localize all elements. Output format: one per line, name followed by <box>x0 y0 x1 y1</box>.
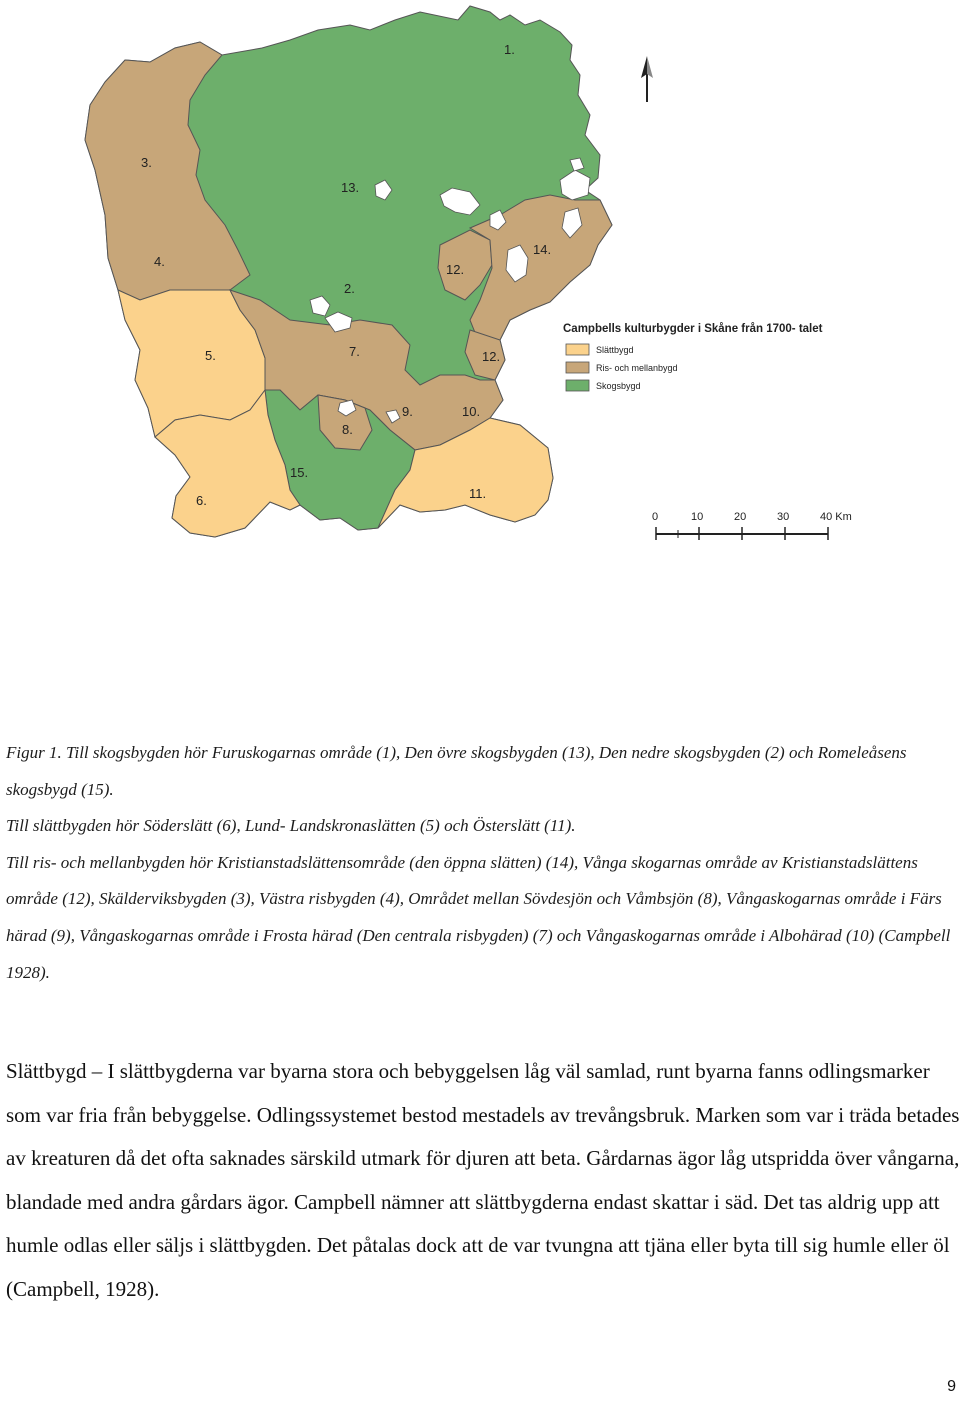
legend-label: Slättbygd <box>596 345 634 355</box>
region-label: 9. <box>402 404 413 419</box>
legend-label: Ris- och mellanbygd <box>596 363 678 373</box>
caption-line: Till slättbygden hör Söderslätt (6), Lund- Landskronaslätten (5) och Österslätt (11). <box>6 816 576 836</box>
region-label: 6. <box>196 493 207 508</box>
scale-tick-label: 20 <box>734 511 747 523</box>
scale-tick-label: 0 <box>652 511 659 523</box>
region-label: 14. <box>533 242 552 257</box>
region-label: 12. <box>446 262 465 277</box>
legend-title: Campbells kulturbygder i Skåne från 1700- talet <box>563 323 823 335</box>
region-label: 7. <box>349 344 360 359</box>
region-label: 15. <box>290 465 309 480</box>
region-label: 10. <box>462 404 481 419</box>
legend-swatch-skogsbygd <box>566 380 589 391</box>
skane-map <box>0 0 960 700</box>
region-label: 2. <box>344 281 355 296</box>
map-figure <box>0 0 960 700</box>
region-label: 13. <box>341 180 360 195</box>
legend-swatch-risbygd <box>566 362 589 373</box>
region-label: 1. <box>504 42 515 57</box>
scale-tick-label: 10 <box>691 511 704 523</box>
region-label: 11. <box>469 486 487 501</box>
caption-line: Figur 1. Till skogsbygden hör Furuskogarnas område (1), Den övre skogsbygden (13), Den nedre skogsbygden (2) och Romeleåsens skogsbygd (15). <box>6 743 907 799</box>
scale-tick-label: 40 Km <box>820 511 852 523</box>
north-arrow-icon <box>641 56 653 102</box>
region-label: 3. <box>141 155 152 170</box>
scale-tick-label: 30 <box>777 511 790 523</box>
body-paragraph: Slättbygd – I slättbygderna var byarna stora och bebyggelsen låg väl samlad, runt byarna fanns odlingsmarker som var fria från bebyggelse. Odlingssystemet bestod mestadels av trevångsbruk. Marken som var i träda betades av kreaturen då det ofta saknades särskild utmark för djuren att beta. Gårdarnas ägor låg utspridda över vångarna, blandade med andra gårdars ägor. Campbell nämner att slättbygderna endast skattar i säd. Det tas aldrig upp att humle odlas eller säljs i slättbygden. Det påtalas dock att de var tvungna att tjäna eller byta till sig humle eller öl (Campbell, 1928). <box>6 1059 960 1301</box>
scale-bar <box>652 511 852 540</box>
region-label: 5. <box>205 348 216 363</box>
region-label: 8. <box>342 422 353 437</box>
legend-label: Skogsbygd <box>596 381 641 391</box>
region-label: 4. <box>154 254 165 269</box>
figure-caption <box>6 735 956 991</box>
legend <box>563 323 823 391</box>
region-label: 12. <box>482 349 501 364</box>
page-number: 9 <box>947 1378 956 1395</box>
caption-line: Till ris- och mellanbygden hör Kristianstadslättensområde (den öppna slätten) (14), Vånga skogarnas område av Kristianstadslättens område (12), Skälderviksbygden (3), Västra risbygden (4), Området mellan Sövdesjön och Våmbsjön (8), Vångaskogarnas område i Färs härad (9), Vångaskogarnas område i Frosta härad (Den centrala risbygden) (7) och Vångaskogarnas område i Albohärad (10) (Campbell 1928). <box>6 852 951 982</box>
legend-swatch-slattbygd <box>566 344 589 355</box>
body-text <box>6 1050 960 1311</box>
